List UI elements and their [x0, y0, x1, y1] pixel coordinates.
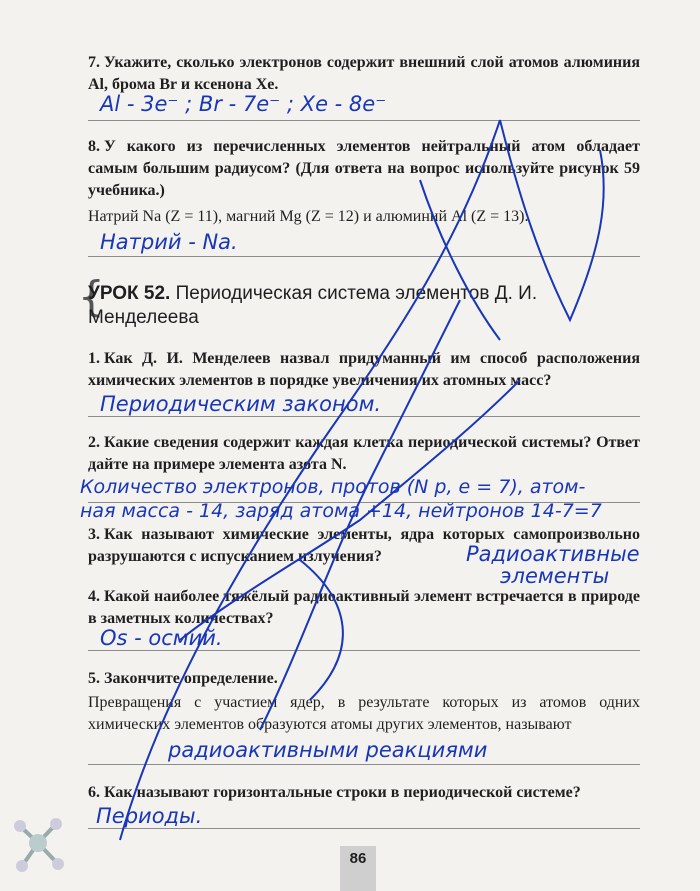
question-8 [88, 136, 640, 202]
question-number: 6. [88, 784, 100, 801]
question-text: Какой наиболее тяжёлый радиоактивный элемент встречается в природе в заметных количествах? [88, 588, 640, 627]
lesson-tag: УРОК 52. [88, 283, 171, 304]
question-number: 2. [88, 434, 100, 451]
answer-1: Периодическим законом. [100, 392, 382, 416]
answer-7: Al - 3e⁻ ; Br - 7e⁻ ; Xe - 8e⁻ [100, 92, 387, 116]
question-number: 5. [88, 670, 100, 687]
answer-line [88, 120, 640, 121]
answer-line [88, 828, 640, 829]
page-number: 86 [340, 846, 376, 891]
question-text: Как называют горизонтальные строки в периодической системе? [104, 784, 581, 801]
question-number: 1. [88, 350, 100, 367]
answer-line [88, 764, 640, 765]
answer-8: Натрий - Na. [100, 230, 238, 254]
lesson-brace-icon: { [78, 272, 105, 321]
question-2 [88, 432, 640, 476]
answer-6: Периоды. [96, 804, 203, 828]
answer-3-line-2: элементы [500, 564, 610, 588]
answer-2-line-1: Количество электронов, протов (N p, e = 7), атом- [80, 476, 586, 498]
question-number: 4. [88, 588, 100, 605]
lesson-header [88, 282, 608, 330]
answer-2-line-2: ная масса - 14, заряд атома +14, нейтронов 14-7=7 [80, 500, 602, 522]
question-4 [88, 586, 640, 630]
question-6 [88, 782, 640, 804]
question-5 [88, 668, 640, 690]
lesson-title: Периодическая система элементов Д. И. Менделеева [88, 283, 538, 328]
question-text: Как Д. И. Менделеев назвал придуманный им способ расположения химических элементов в порядке увеличения их атомных масс? [88, 350, 640, 389]
answer-line [88, 416, 640, 417]
question-number: 7. [88, 54, 100, 71]
answer-5: радиоактивными реакциями [168, 738, 488, 762]
question-7 [88, 52, 640, 96]
question-5-definition: Превращения с участием ядер, в результате которых из атомов одних химических элементов образуются атомы других элементов, называют [88, 694, 640, 733]
answer-3-line-1: Радиоактивные [466, 542, 640, 566]
question-text: У какого из перечисленных элементов нейтральный атом обладает самым большим радиусом? (Для ответа на вопрос используйте рисунок 59 учебника.) [88, 138, 640, 199]
question-number: 3. [88, 526, 100, 543]
question-text: Какие сведения содержит каждая клетка периодической системы? Ответ дайте на примере элемента азота N. [88, 434, 640, 473]
question-number: 8. [88, 138, 100, 155]
question-text: Укажите, сколько электронов содержит внешний слой атомов алюминия Al, брома Br и ксенона Xe. [88, 54, 640, 93]
question-text: Закончите определение. [104, 670, 278, 687]
question-text: Как называют химические элементы, ядра которых самопроизвольно разрушаются с испусканием излучения? [88, 526, 640, 565]
answer-line [88, 256, 640, 257]
molecule-icon [8, 808, 68, 878]
question-8-options: Натрий Na (Z = 11), магний Mg (Z = 12) и алюминий Al (Z = 13). [88, 208, 529, 225]
question-1 [88, 348, 640, 392]
answer-line [88, 650, 640, 651]
answer-4: Os - осмий. [100, 626, 223, 650]
